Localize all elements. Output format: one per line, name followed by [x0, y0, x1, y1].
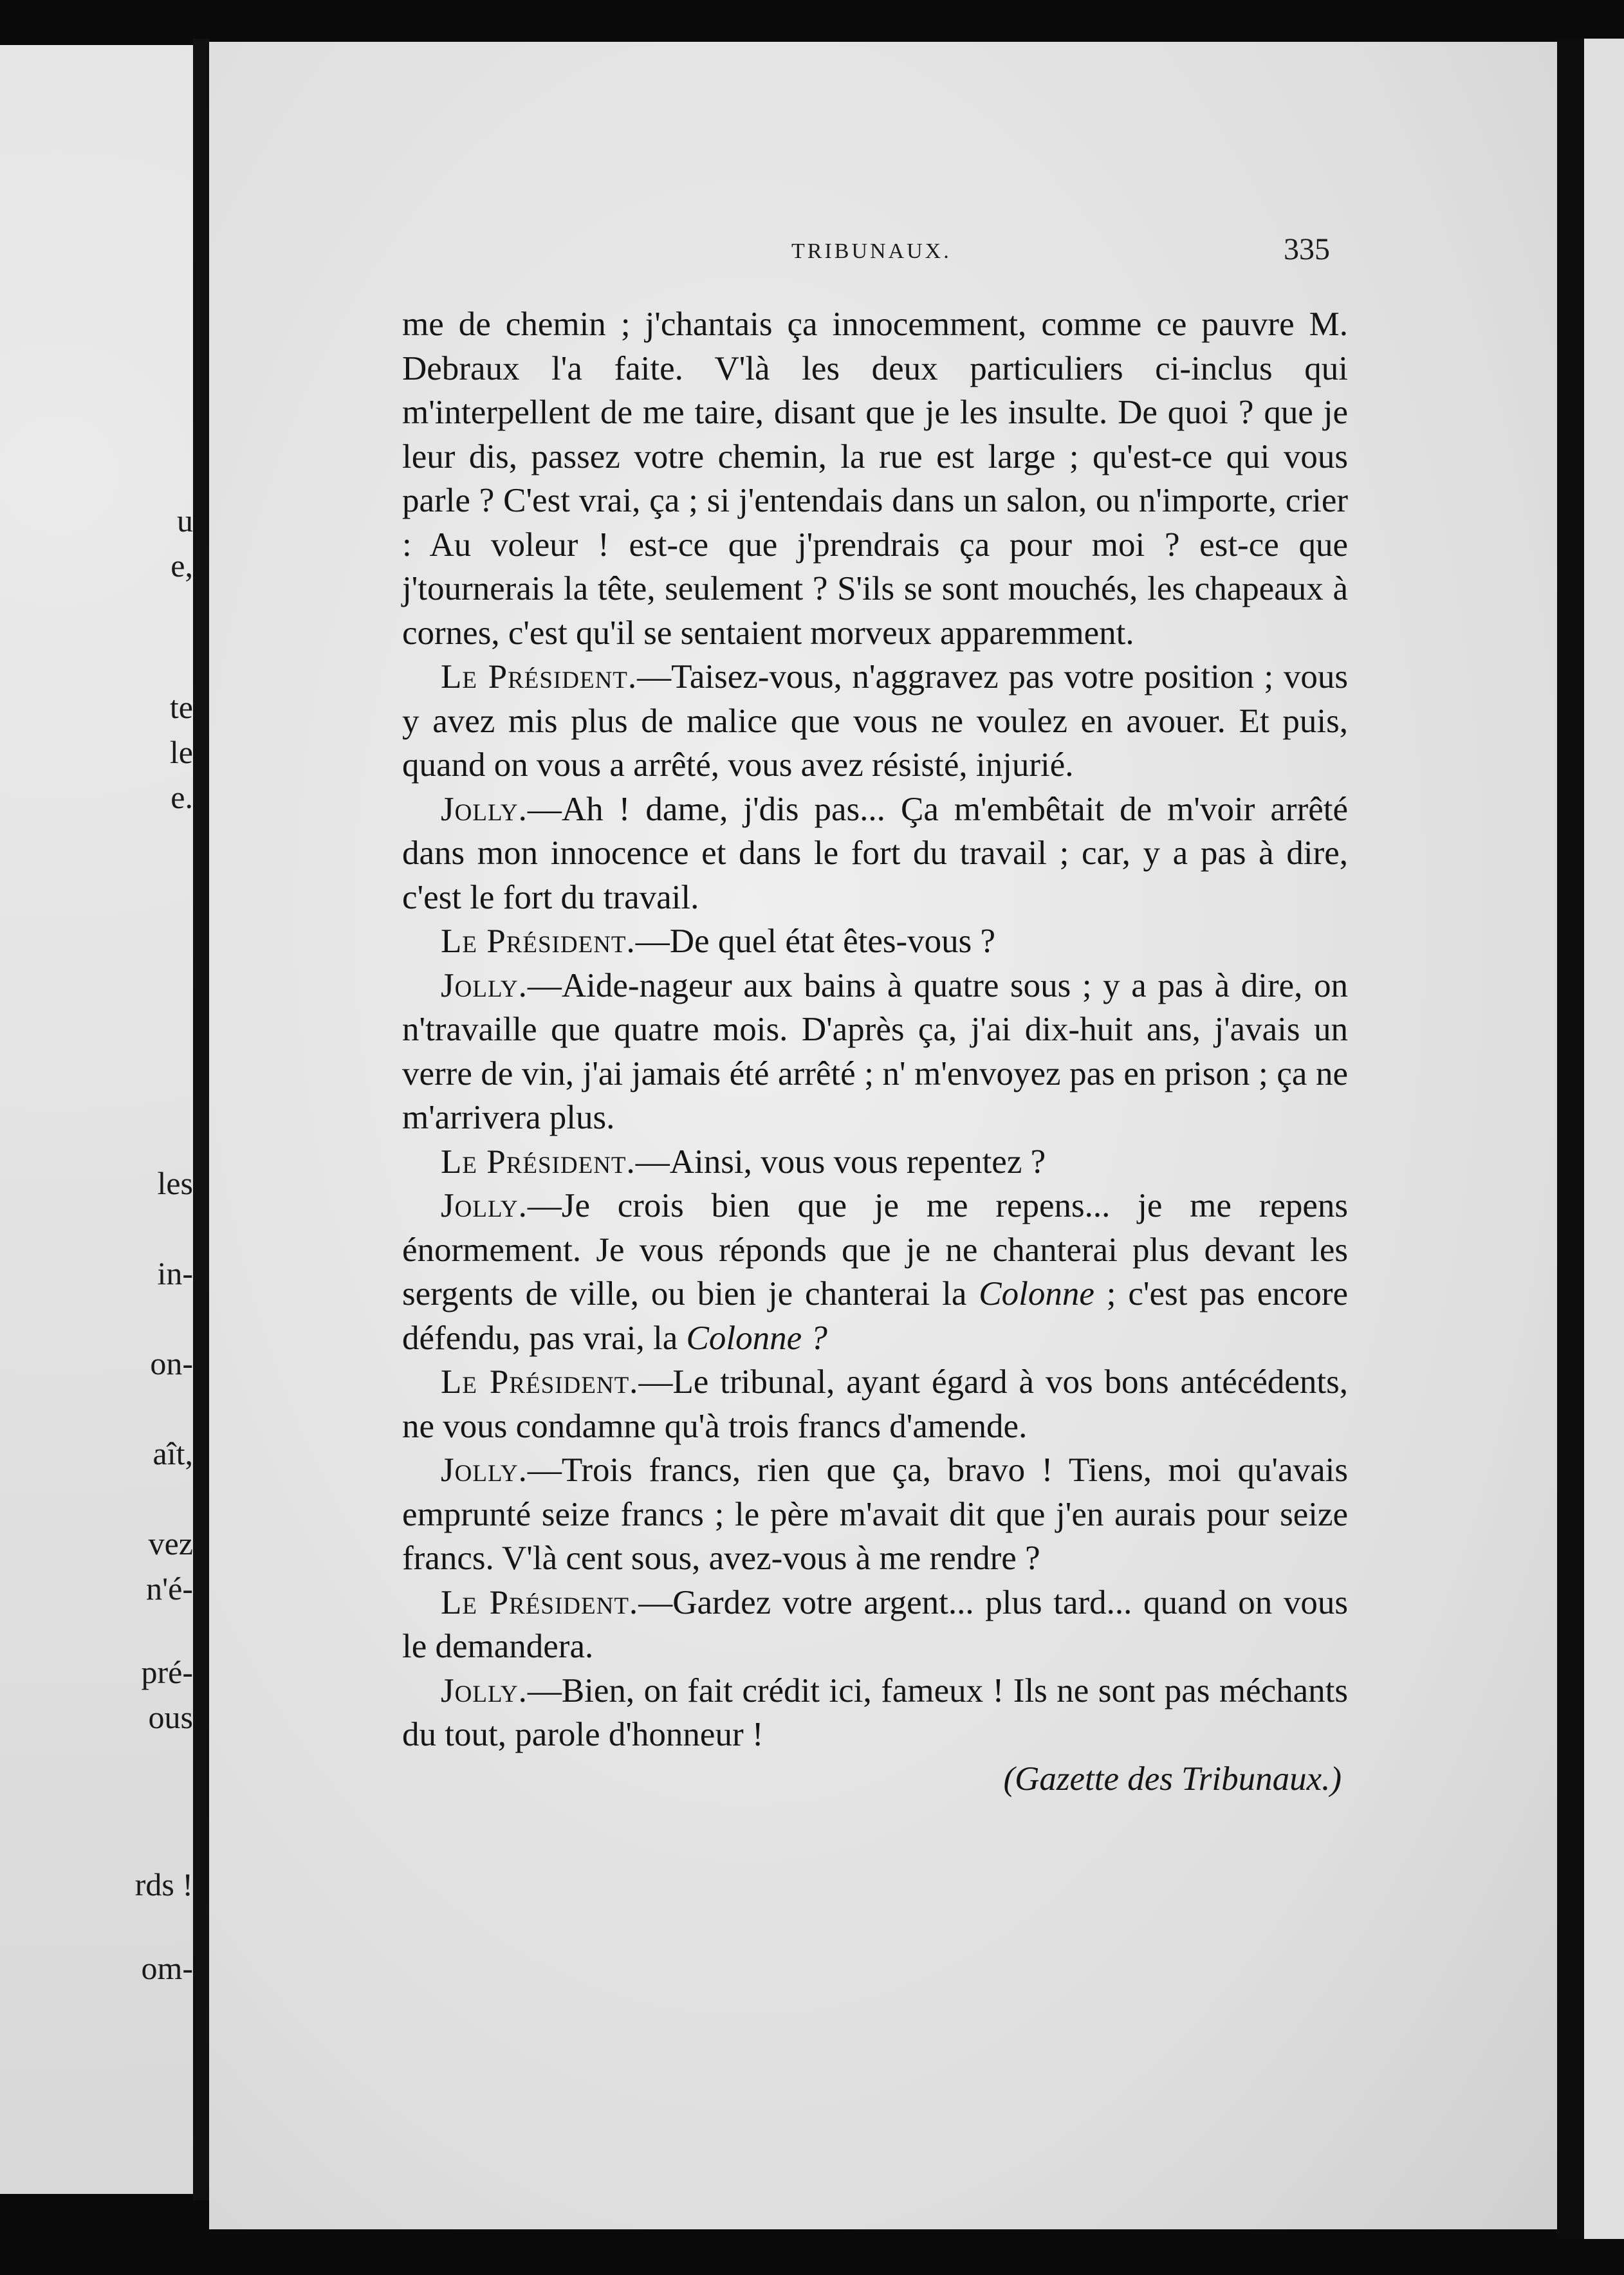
margin-fragment: le [169, 734, 193, 770]
margin-fragment: e, [171, 548, 193, 584]
dialogue-paragraph [402, 1140, 1348, 1184]
dialogue-paragraph [402, 655, 1348, 788]
speaker-name: Le Président. [441, 1583, 639, 1621]
margin-fragment: vez [148, 1525, 193, 1561]
speaker-name: Le Président. [441, 1143, 636, 1181]
speaker-name: Le Président. [441, 923, 636, 960]
speaker-name: Jolly. [441, 1187, 528, 1224]
dialogue-text: —Je crois bien que je me repens... je me repens énormement. Je vous réponds que je ne chanterai plus devant les sergents de ville, ou bien je chanterai la [402, 1187, 1348, 1312]
dialogue-text: —Ah ! dame, j'dis pas... Ça m'embêtait de m'voir arrêté dans mon innocence et dans le fort du travail ; car, y a pas à dire, c'est le fort du travail. [402, 790, 1348, 916]
page-body [402, 302, 1348, 1801]
dialogue-text: —De quel état êtes-vous ? [635, 923, 996, 960]
dialogue-paragraph [402, 1581, 1348, 1669]
song-title: Colonne ? [686, 1319, 827, 1357]
margin-fragment: aît, [152, 1435, 193, 1471]
book-gutter [193, 39, 209, 2200]
margin-fragment: n'é- [146, 1570, 193, 1607]
next-page-edge [1584, 39, 1624, 2239]
margin-fragment: rds ! [134, 1866, 193, 1902]
speaker-name: Le Président. [441, 1363, 639, 1401]
dialogue-text: —Bien, on fait crédit ici, fameux ! Ils ne sont pas méchants du tout, parole d'honneur ! [402, 1672, 1348, 1753]
dialogue-paragraph [402, 788, 1348, 920]
left-page [0, 45, 193, 2194]
dialogue-text: —Aide-nageur aux bains à quatre sous ; y a pas à dire, on n'travaille que quatre mois. D'après ça, j'ai dix-huit ans, j'avais un verre de vin, j'ai jamais été arrêté ; n' m'envoyez pas en prison ; ça ne m'arrivera plus. [402, 966, 1348, 1136]
margin-fragment: les [157, 1165, 193, 1201]
song-title: Colonne [979, 1275, 1094, 1312]
dialogue-text: —Taisez-vous, n'aggravez pas votre position ; vous y avez mis plus de malice que vous ne voulez en avouer. Et puis, quand on vous a arrêté, vous avez résisté, injurié. [402, 658, 1348, 784]
margin-fragment: u [177, 502, 193, 539]
speaker-name: Le Président. [441, 658, 638, 695]
margin-fragment: pré- [141, 1654, 193, 1690]
dialogue-paragraph [402, 1448, 1348, 1581]
margin-fragment: te [169, 689, 193, 725]
speaker-name: Jolly. [441, 966, 528, 1004]
source-citation: (Gazette des Tribunaux.) [1003, 1760, 1342, 1798]
dialogue-text: —Ainsi, vous vous repentez ? [635, 1143, 1046, 1181]
speaker-name: Jolly. [441, 790, 528, 828]
speaker-name: Jolly. [441, 1672, 528, 1709]
dialogue-paragraph [402, 919, 1348, 964]
margin-fragment: on- [150, 1345, 193, 1381]
speaker-name: Jolly. [441, 1451, 528, 1489]
dialogue-text: —Trois francs, rien que ça, bravo ! Tiens, moi qu'avais emprunté seize francs ; le père m'avait dit que j'en aurais pour seize francs. V'là cent sous, avez-vous à me rendre ? [402, 1451, 1348, 1577]
dialogue-paragraph [402, 1669, 1348, 1757]
dialogue-paragraph [402, 1360, 1348, 1448]
dialogue-text: ; c'est pas encore défendu, pas vrai, la [402, 1275, 1349, 1357]
margin-fragment: e. [171, 779, 193, 815]
margin-fragment: om- [141, 1950, 193, 1986]
dialogue-text: —Gardez votre argent... plus tard... quand on vous le demandera. [402, 1583, 1348, 1665]
page-number: 335 [1284, 232, 1330, 266]
margin-fragment: in- [157, 1255, 193, 1291]
dialogue-text: —Le tribunal, ayant égard à vos bons antécédents, ne vous condamne qu'à trois francs d'amende. [402, 1363, 1348, 1445]
running-title: TRIBUNAUX. [791, 239, 952, 263]
opening-paragraph: me de chemin ; j'chantais ça innocemment, comme ce pauvre M. Debraux l'a faite. V'là les deux particuliers ci-inclus qui m'interpellent de me taire, disant que je les insulte. De quoi ? que je leur dis, passez votre chemin, la rue est large ; qu'est-ce qui vous parle ? C'est vrai, ça ; si j'entendais dans un salon, ou n'importe, crier : Au voleur ! est-ce que j'prendrais ça pour moi ? est-ce que j'tournerais la tête, seulement ? S'ils se sont mouchés, les chapeaux à cornes, c'est qu'il se sentaient morveux apparemment. [402, 306, 1348, 652]
dialogue-paragraph [402, 1184, 1348, 1360]
dialogue-paragraph [402, 964, 1348, 1140]
margin-fragment: ous [148, 1699, 193, 1735]
